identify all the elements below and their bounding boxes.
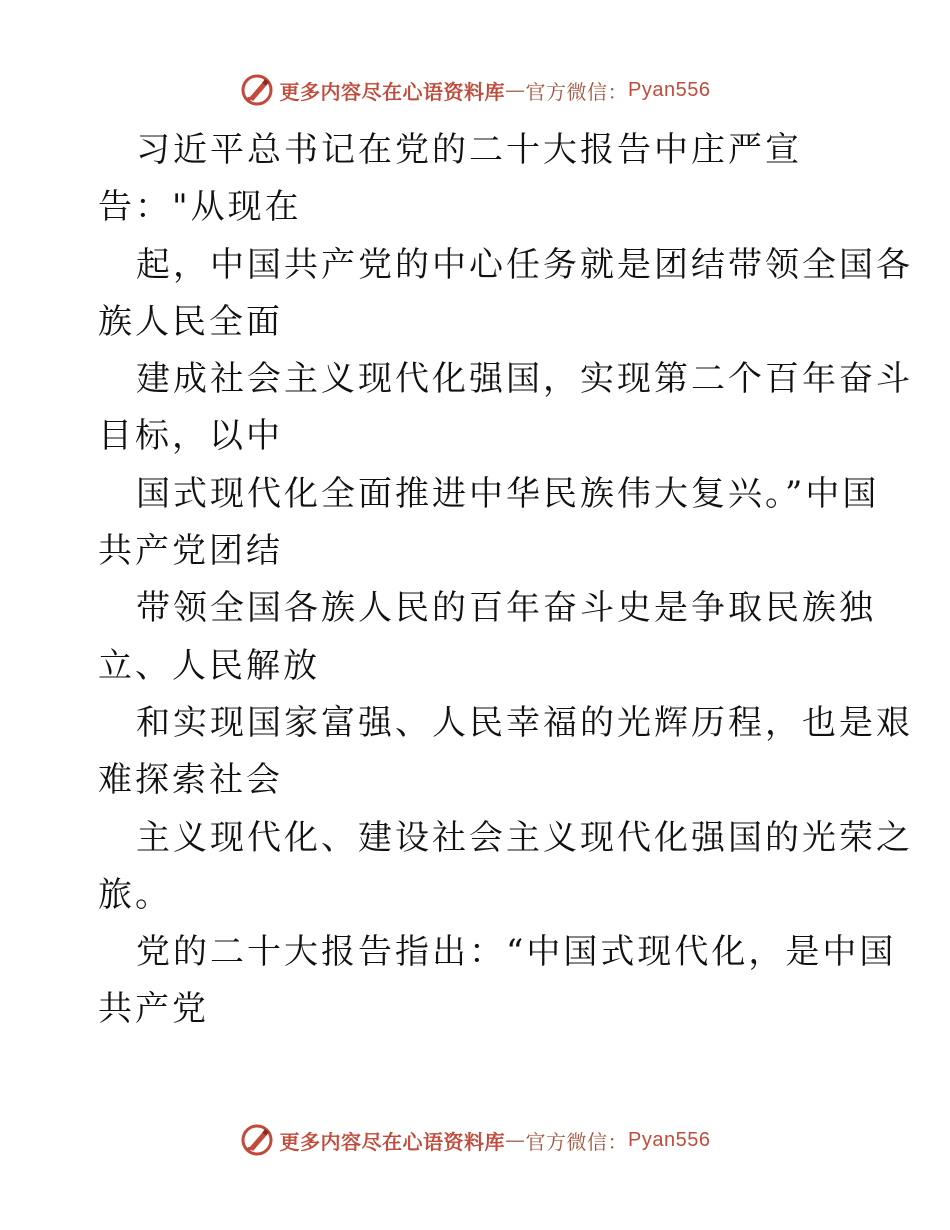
text-line: 主义现代化、建设社会主义现代化强国的光荣之 [136,817,913,858]
watermark-wechat-label: 官方微信： [525,1129,629,1154]
text-line: 难探索社会 [98,760,283,801]
watermark-site-name: 更多内容尽在心语资料库 [279,1129,506,1154]
text-line: 建成社会主义现代化强国，实现第二个百年奋斗 [136,359,913,400]
text-line: 带领全国各族人民的百年奋斗史是争取民族独 [136,588,876,629]
text-line: 共产党团结 [98,531,283,572]
text-line: 旅。 [98,874,172,915]
document-body [98,122,913,1039]
watermark-dash: — [505,78,526,102]
footer-watermark [0,1120,950,1160]
text-line: 告："从现在 [98,187,302,228]
watermark-wechat-id: Pyan556 [628,1128,711,1151]
text-line: 族人民全面 [98,301,283,342]
pen-in-circle-logo-icon [240,73,274,107]
text-line: 习近平总书记在党的二十大报告中庄严宣 [136,130,802,170]
watermark-wechat-id: Pyan556 [628,78,711,101]
text-line: 和实现国家富强、人民幸福的光辉历程，也是艰 [136,702,913,743]
text-line: 共产党 [98,989,209,1030]
text-line: 目标，以中 [98,416,283,457]
header-watermark [0,70,950,110]
text-line: 起，中国共产党的中心任务就是团结带领全国各 [136,244,913,285]
watermark-dash: — [505,1128,526,1152]
watermark-text [280,76,711,105]
watermark-wechat-label: 官方微信： [525,79,629,104]
text-line: 立、人民解放 [98,645,320,686]
text-line: 党的二十大报告指出：“中国式现代化，是中国 [136,932,897,973]
text-line: 国式现代化全面推进中华民族伟大复兴。”中国 [136,473,880,514]
pen-in-circle-logo-icon [240,1123,274,1157]
watermark-text [280,1126,711,1155]
watermark-site-name: 更多内容尽在心语资料库 [279,79,506,104]
